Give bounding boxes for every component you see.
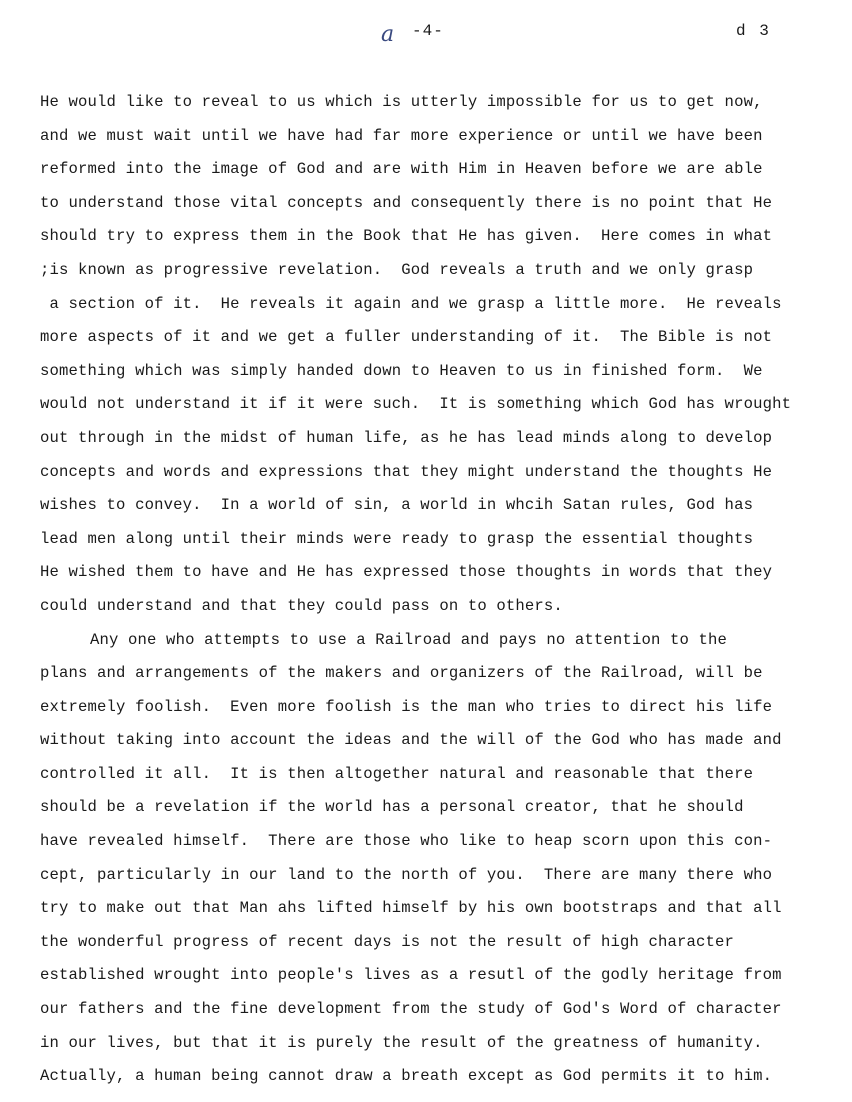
text-line: He wished them to have and He has expressed those thoughts in words that they (40, 563, 773, 582)
text-line: could understand and that they could pass on to others. (40, 596, 563, 615)
text-line: would not understand it if it were such. It is something which God has wrought (40, 395, 792, 414)
text-line: He would like to reveal to us which is utterly impossible for us to get now, (40, 93, 763, 111)
text-line: without taking into account the ideas and the will of the God who has made and (40, 731, 782, 750)
text-line: a section of it. He reveals it again and we grasp a little more. He reveals (40, 294, 782, 313)
text-line: out through in the midst of human life, as he has lead minds along to develop (40, 428, 773, 447)
text-line: controlled it all. It is then altogether natural and reasonable that there (40, 764, 754, 783)
text-line: reformed into the image of God and are with Him in Heaven before we are able (40, 160, 763, 179)
text-line: extremely foolish. Even more foolish is the man who tries to direct his life (40, 697, 773, 716)
text-line: lead men along until their minds were ready to grasp the essential thoughts (40, 529, 754, 548)
text-line: plans and arrangements of the makers and organizers of the Railroad, will be (40, 664, 763, 683)
text-line: should try to express them in the Book that He has given. Here comes in what (40, 227, 773, 246)
text-line: in our lives, but that it is purely the result of the greatness of humanity. (40, 1033, 763, 1052)
text-line: have revealed himself. There are those who like to heap scorn upon this con- (40, 832, 773, 851)
body-text (40, 88, 840, 1096)
text-line: to understand those vital concepts and consequently there is no point that He (40, 193, 773, 212)
page-number: -4- (412, 22, 444, 40)
text-line: the wonderful progress of recent days is not the result of high character (40, 932, 735, 951)
text-line: wishes to convey. In a world of sin, a world in whcih Satan rules, God has (40, 496, 754, 515)
text-line: and we must wait until we have had far more experience or until we have been (40, 126, 763, 145)
handwritten-mark: a (381, 22, 395, 47)
text-line: concepts and words and expressions that they might understand the thoughts He (40, 462, 773, 481)
text-line: try to make out that Man ahs lifted himself by his own bootstraps and that all (40, 899, 782, 918)
text-line: cept, particularly in our land to the north of you. There are many there who (40, 865, 773, 884)
text-line: something which was simply handed down to Heaven to us in finished form. We (40, 361, 763, 380)
text-line: should be a revelation if the world has a personal creator, that he should (40, 798, 744, 817)
document-code: d 3 (736, 22, 771, 40)
text-line: more aspects of it and we get a fuller understanding of it. The Bible is not (40, 328, 773, 347)
paragraph-start-line: Any one who attempts to use a Railroad and pays no attention to the (90, 630, 728, 649)
text-line: established wrought into people's lives as a resutl of the godly heritage from (40, 966, 782, 985)
text-line: our fathers and the fine development from the study of God's Word of character (40, 1000, 782, 1019)
text-line: ;is known as progressive revelation. God reveals a truth and we only grasp (40, 260, 754, 279)
text-line: Actually, a human being cannot draw a breath except as God permits it to him. (40, 1067, 773, 1086)
